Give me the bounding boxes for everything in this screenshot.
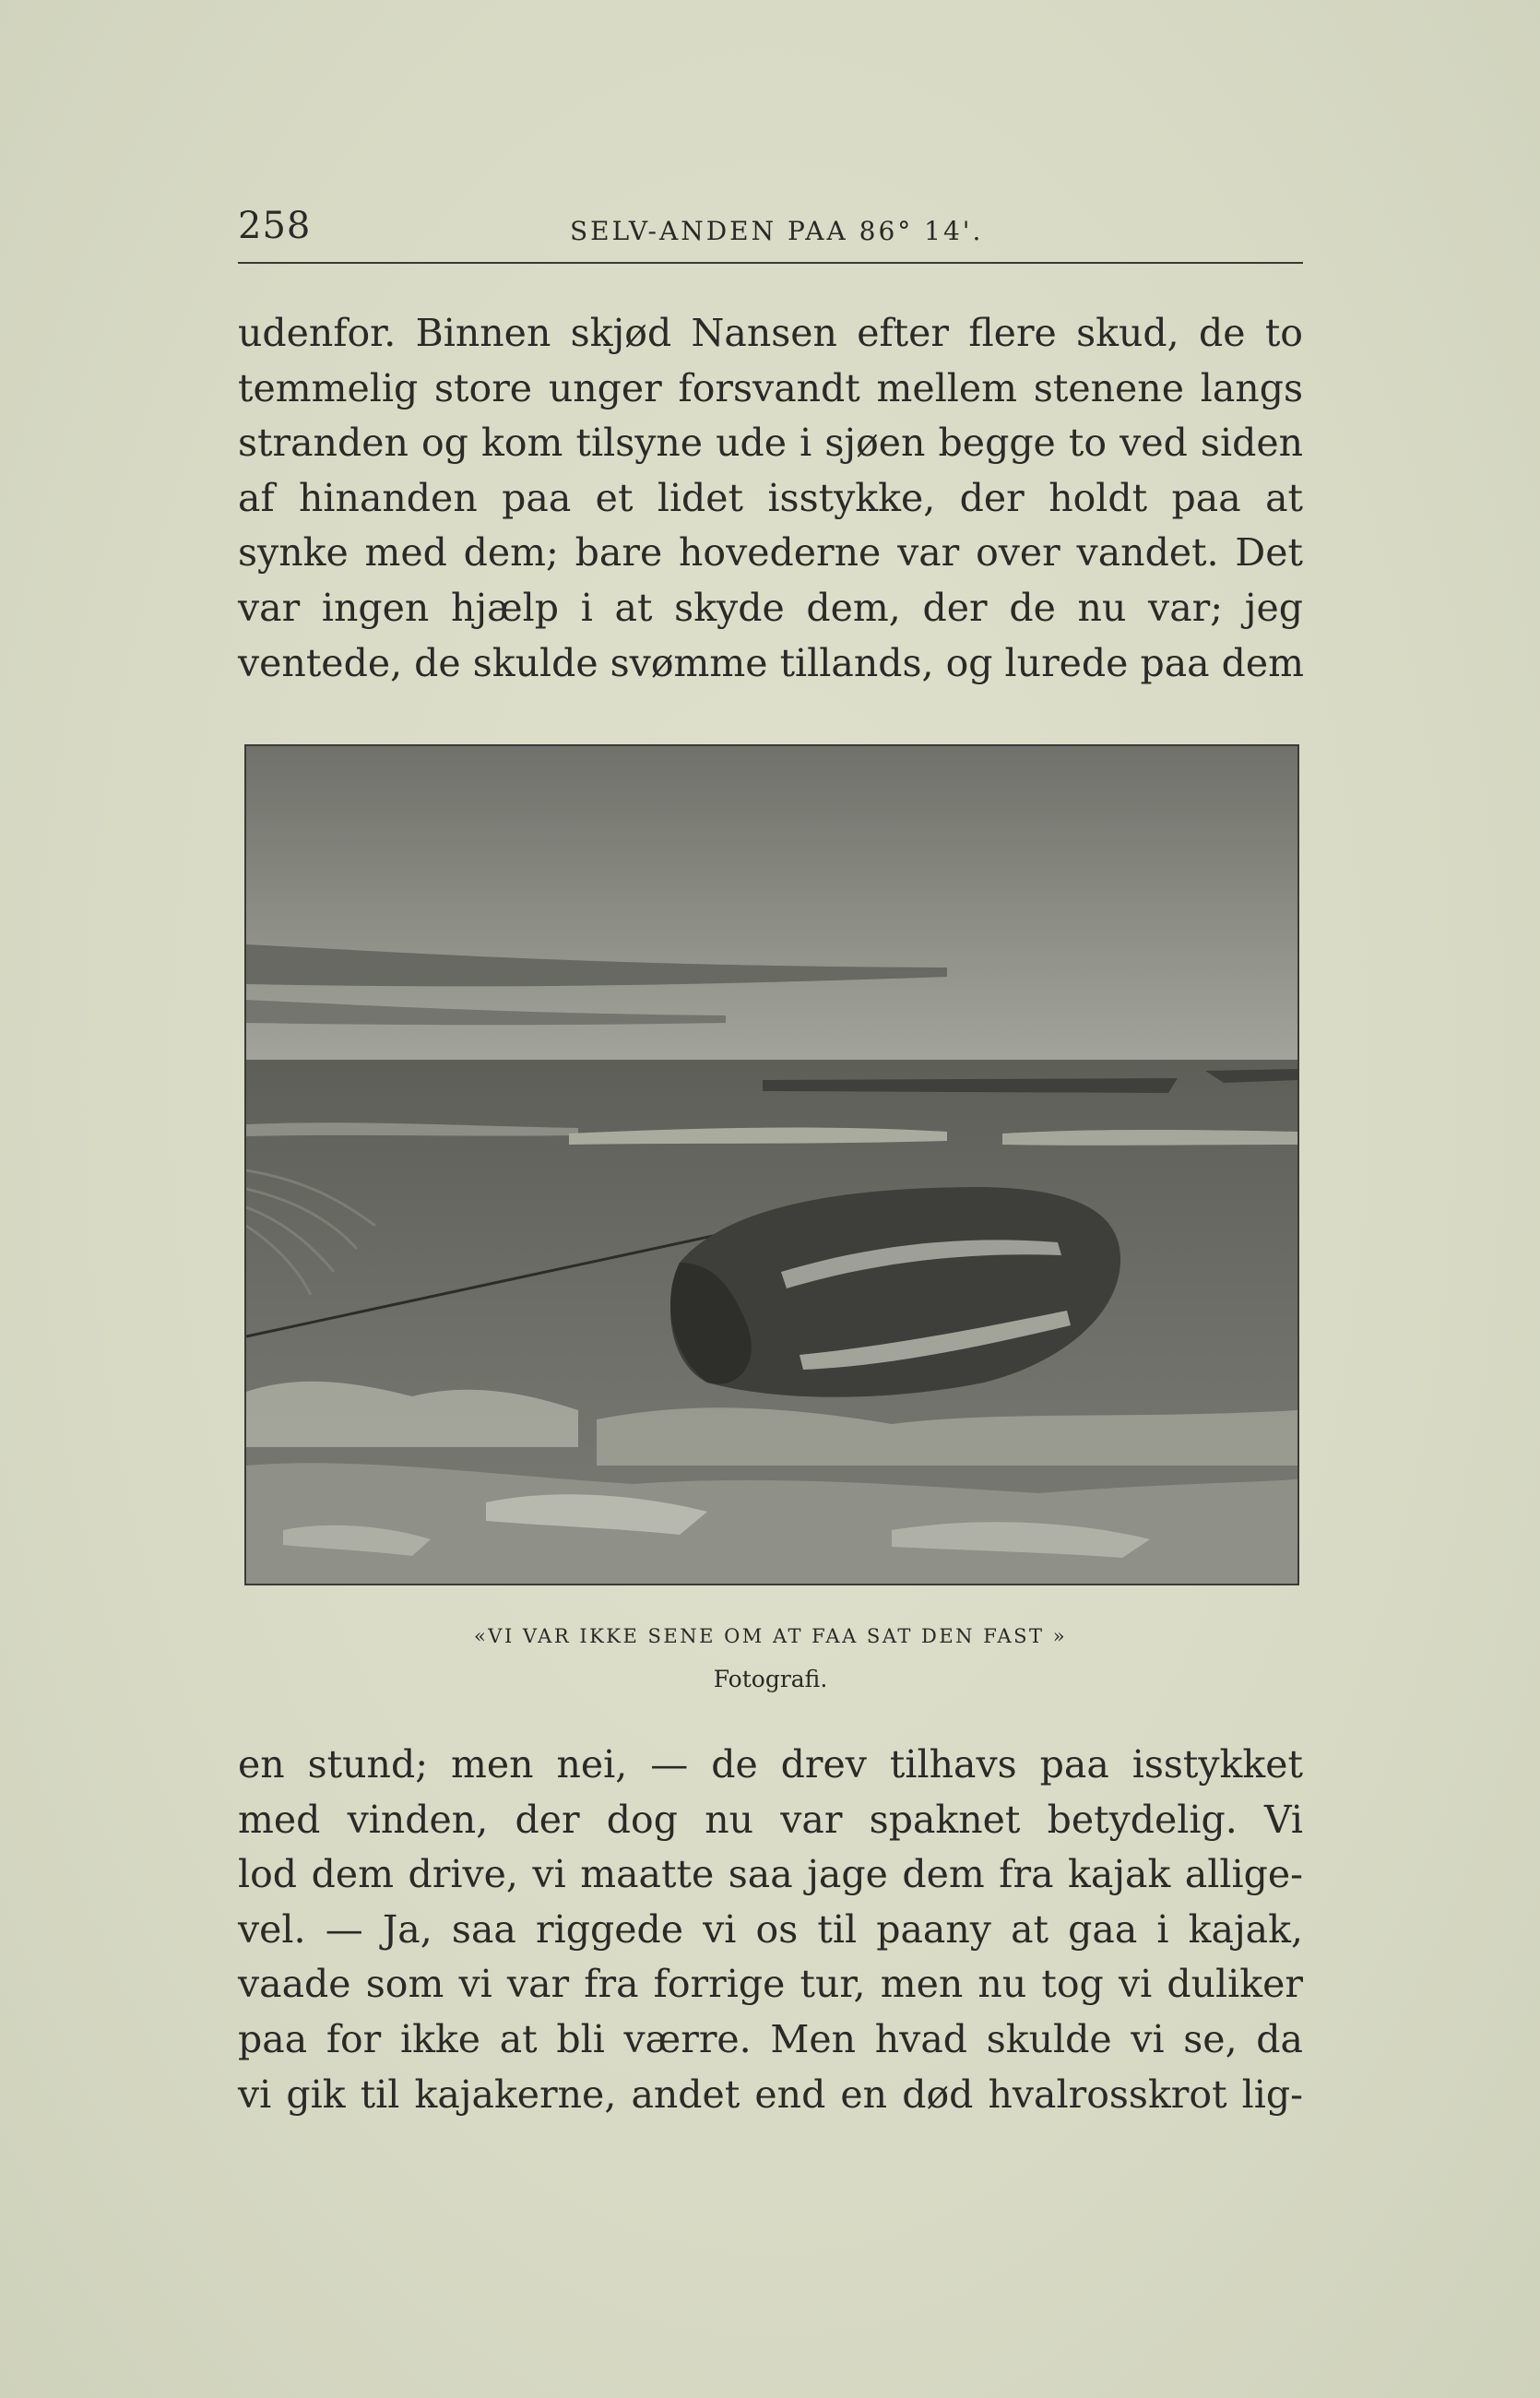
page-header [238, 205, 1303, 256]
text-line: paa for ikke at bli værre. Men hvad skulde vi se, da [238, 2016, 1303, 2061]
text-line: synke med dem; bare hovederne var over vandet. Det [238, 530, 1303, 576]
text-line: en stund; men nei, — de drev tilhavs paa isstykket [238, 1742, 1303, 1787]
page-number: 258 [238, 205, 312, 247]
text-line: lod dem drive, vi maatte saa jage dem fra kajak allige- [238, 1852, 1303, 1897]
text-line: vi gik til kajakerne, andet end en død hvalrosskrot lig- [238, 2072, 1303, 2117]
running-title: SELV-ANDEN PAA 86° 14'. [570, 216, 984, 246]
text-line: vel. — Ja, saa riggede vi os til paany at gaa i kajak, [238, 1906, 1303, 1952]
text-line: var ingen hjælp i at skyde dem, der de nu var; jeg [238, 585, 1303, 630]
figure-caption: «VI VAR IKKE SENE OM AT FAA SAT DEN FAST » [473, 1625, 1068, 1647]
text-line: udenfor. Binnen skjød Nansen efter flere skud, de to [238, 311, 1303, 355]
text-line: med vinden, der dog nu var spaknet betydelig. Vi [238, 1797, 1303, 1842]
walrus-photograph [244, 744, 1299, 1585]
figure-credit: Fotografi. [713, 1666, 828, 1692]
text-line: ventede, de skulde svømme tillands, og lurede paa dem [238, 640, 1305, 685]
body-paragraph-top [238, 306, 1303, 691]
text-line: af hinanden paa et lidet isstykke, der holdt paa at [238, 475, 1303, 520]
header-rule [238, 262, 1303, 264]
walrus-on-ice-image [246, 746, 1297, 1584]
text-line: vaade som vi var fra forrige tur, men nu tog vi duliker [238, 1962, 1303, 2007]
body-paragraph-bottom [238, 1738, 1303, 2122]
text-line: stranden og kom tilsyne ude i sjøen begge to ved siden [238, 421, 1303, 466]
text-line: temmelig store unger forsvandt mellem stenene langs [238, 365, 1303, 410]
